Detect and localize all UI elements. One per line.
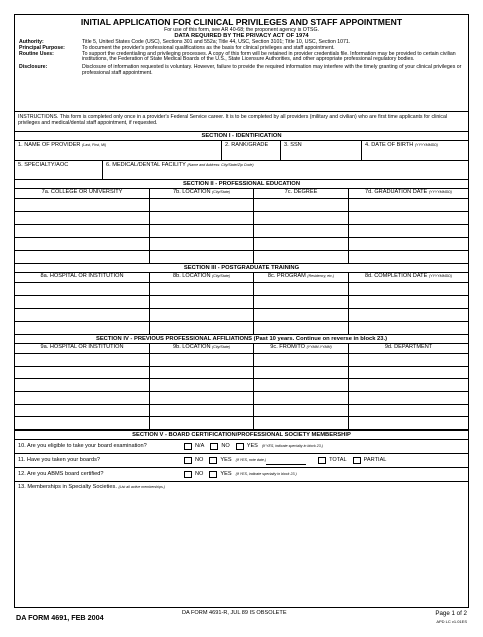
table-row — [15, 199, 468, 212]
instructions-block — [15, 112, 468, 132]
table-row — [15, 309, 468, 322]
table-cell[interactable] — [150, 309, 254, 321]
table-cell[interactable] — [349, 296, 468, 308]
table-cell[interactable] — [150, 225, 254, 237]
form-subtitle: For use of this form, see AR 40-68; the proponent agency is OTSG. — [164, 27, 319, 33]
section-1-row-1 — [15, 141, 468, 161]
col-7d: 7d. GRADUATION DATE (YYYYMMDD) — [365, 189, 452, 195]
provider-name-field[interactable]: 1. NAME OF PROVIDER (Last, First, MI) — [15, 141, 222, 160]
table-cell[interactable] — [150, 296, 254, 308]
question-10-row: 10. Are you eligible to take your board examination? N/A NO YES (If YES, indicate specialty in block 23.) — [15, 440, 468, 454]
question-11-row: 11. Have you taken your boards? NO YES (If YES, note date.) TOTAL PARTIAL — [15, 454, 468, 468]
facility-field[interactable]: 6. MEDICAL/DENTAL FACILITY (Name and Address: City/State/Zip Code) — [106, 162, 254, 168]
table-row — [15, 322, 468, 335]
table-cell[interactable] — [15, 283, 150, 295]
table-cell[interactable] — [349, 354, 468, 366]
table-cell[interactable] — [150, 392, 254, 404]
table-cell[interactable] — [349, 309, 468, 321]
table-row — [15, 354, 468, 367]
table-cell[interactable] — [349, 283, 468, 295]
section-3-header-row — [15, 273, 468, 283]
col-8c: 8c. PROGRAM (Residency, etc.) — [254, 273, 349, 282]
col-8a: 8a. HOSPITAL OR INSTITUTION — [15, 273, 150, 282]
table-cell[interactable] — [150, 322, 254, 334]
table-cell[interactable] — [15, 296, 150, 308]
table-cell[interactable] — [349, 225, 468, 237]
page-number: Page 1 of 2 — [435, 610, 467, 617]
date-of-birth-field[interactable]: 4. DATE OF BIRTH (YYYYMMDD) — [365, 142, 439, 148]
col-9b: 9b. LOCATION (City/State) — [150, 344, 254, 353]
table-cell[interactable] — [254, 225, 349, 237]
table-cell[interactable] — [150, 367, 254, 379]
table-cell[interactable] — [150, 354, 254, 366]
table-cell[interactable] — [349, 367, 468, 379]
table-cell[interactable] — [254, 392, 349, 404]
q10-na-checkbox[interactable] — [184, 443, 192, 450]
table-cell[interactable] — [15, 405, 150, 417]
table-cell[interactable] — [349, 392, 468, 404]
table-cell[interactable] — [15, 379, 150, 391]
table-cell[interactable] — [15, 392, 150, 404]
q12-yes-checkbox[interactable] — [209, 471, 217, 478]
col-9d: 9d. DEPARTMENT — [384, 344, 433, 350]
q11-date-line[interactable] — [266, 457, 306, 465]
question-13-block[interactable]: 13. Memberships in Specialty Societies. (List all active memberships.) — [18, 484, 165, 491]
table-cell[interactable] — [150, 379, 254, 391]
table-row — [15, 225, 468, 238]
table-cell[interactable] — [349, 417, 468, 429]
table-cell[interactable] — [254, 322, 349, 334]
section-2-heading: SECTION II - PROFESSIONAL EDUCATION — [15, 180, 468, 189]
table-cell[interactable] — [254, 251, 349, 263]
table-cell[interactable] — [15, 309, 150, 321]
table-cell[interactable] — [150, 212, 254, 224]
table-row — [15, 379, 468, 392]
table-row — [15, 251, 468, 264]
table-cell[interactable] — [150, 199, 254, 211]
table-cell[interactable] — [254, 283, 349, 295]
privacy-authority: Authority: Title 5, United States Code (USC), Sections 301 and 552a; Title 44, USC, Section 3101; Title 10, USC, Section 1071. — [19, 39, 351, 45]
col-9c: 9c. FROM/TO (YYMM-YYMM) — [254, 344, 349, 353]
table-cell[interactable] — [15, 225, 150, 237]
table-cell[interactable] — [15, 251, 150, 263]
table-cell[interactable] — [15, 212, 150, 224]
table-cell[interactable] — [15, 354, 150, 366]
table-row — [15, 212, 468, 225]
table-row — [15, 283, 468, 296]
table-cell[interactable] — [254, 212, 349, 224]
table-cell[interactable] — [349, 199, 468, 211]
table-cell[interactable] — [254, 417, 349, 429]
section-1-heading: SECTION I - IDENTIFICATION — [15, 132, 468, 141]
form-footer — [14, 610, 469, 630]
table-cell[interactable] — [349, 405, 468, 417]
table-cell[interactable] — [15, 238, 150, 250]
table-row — [15, 417, 468, 430]
section-4-header-row — [15, 344, 468, 354]
table-cell[interactable] — [349, 238, 468, 250]
q11-partial-checkbox[interactable] — [353, 457, 361, 464]
col-8b: 8b. LOCATION (City/State) — [150, 273, 254, 282]
training-rows — [15, 283, 468, 335]
col-7b: 7b. LOCATION (City/State) — [150, 189, 254, 198]
table-row — [15, 296, 468, 309]
table-cell[interactable] — [254, 238, 349, 250]
table-cell[interactable] — [150, 238, 254, 250]
table-cell[interactable] — [349, 379, 468, 391]
table-cell[interactable] — [15, 367, 150, 379]
section-2-header-row — [15, 189, 468, 199]
table-cell[interactable] — [15, 322, 150, 334]
table-cell[interactable] — [15, 417, 150, 429]
col-7c: 7c. DEGREE — [254, 189, 349, 198]
application-form — [14, 14, 469, 608]
section-1-row-2 — [15, 161, 468, 180]
table-cell[interactable] — [349, 322, 468, 334]
q11-no-checkbox[interactable] — [184, 457, 192, 464]
education-rows — [15, 199, 468, 264]
privacy-disclosure: Disclosure: Disclosure of information requested is voluntary. However, failure to provide the required information may interfere with the timely granting of your clinical privileges or professional staff appointment. — [19, 64, 462, 76]
table-cell[interactable] — [150, 417, 254, 429]
version-label: APD LC v1.01ES — [436, 619, 467, 624]
section-4-heading: SECTION IV - PREVIOUS PROFESSIONAL AFFILIATIONS (Past 10 years. Continue on reverse in block 23.) — [15, 335, 468, 344]
table-row — [15, 238, 468, 251]
table-cell[interactable] — [150, 283, 254, 295]
table-cell[interactable] — [150, 405, 254, 417]
table-cell[interactable] — [254, 405, 349, 417]
col-9a: 9a. HOSPITAL OR INSTITUTION — [15, 344, 150, 353]
table-cell[interactable] — [254, 379, 349, 391]
q11-total-checkbox[interactable] — [318, 457, 326, 464]
instructions-text: INSTRUCTIONS. This form is completed only once in a provider's Federal Service career. It is to be completed by all providers (military and civilian) who are first time applicants for clinical privileges and medical/dental staff appointment, if requested. — [18, 114, 448, 126]
table-cell[interactable] — [150, 251, 254, 263]
privacy-routine-uses: Routine Uses: To support the credentialing and privileging processes. A copy of this form will be retained in provider credentials file. Information may be provided to certain civilian institutions, the Federation of State Medical Boards of the U.S., State Licensure Authorities, and other appropriate professional regulatory bodies. — [19, 50, 456, 63]
q10-no-checkbox[interactable] — [210, 443, 218, 450]
affiliation-rows — [15, 354, 468, 430]
section-5-heading: SECTION V - BOARD CERTIFICATION/PROFESSIONAL SOCIETY MEMBERSHIP — [15, 430, 468, 440]
col-8d: 8d. COMPLETION DATE (YYYYMMDD) — [364, 273, 453, 279]
table-cell[interactable] — [254, 309, 349, 321]
privacy-purpose: Principal Purpose: To document the provider's professional qualifications as the basis for clinical privileges and staff appointment. — [19, 44, 335, 51]
table-cell[interactable] — [15, 199, 150, 211]
table-cell[interactable] — [254, 354, 349, 366]
table-cell[interactable] — [254, 296, 349, 308]
section-3-heading: SECTION III - POSTGRADUATE TRAINING — [15, 264, 468, 273]
form-id: DA FORM 4691, FEB 2004 — [16, 613, 104, 622]
form-title: INITIAL APPLICATION FOR CLINICAL PRIVILEGES AND STAFF APPOINTMENT — [80, 17, 403, 27]
col-7a: 7a. COLLEGE OR UNIVERSITY — [15, 189, 150, 198]
table-cell[interactable] — [254, 367, 349, 379]
table-cell[interactable] — [349, 251, 468, 263]
table-cell[interactable] — [254, 199, 349, 211]
table-row — [15, 367, 468, 380]
table-row — [15, 405, 468, 418]
specialty-aoc-field[interactable]: 5. SPECIALTY/AOC — [15, 161, 103, 179]
privacy-heading: DATA REQUIRED BY THE PRIVACY ACT OF 1974 — [174, 33, 309, 39]
question-12-row: 12. Are you ABMS board certified? NO YES (If YES, indicate specialty in block 23.) — [15, 468, 468, 482]
table-row — [15, 392, 468, 405]
obsolete-notice: DA FORM 4691-R, JUL 89 IS OBSOLETE — [182, 610, 287, 616]
table-cell[interactable] — [349, 212, 468, 224]
q11-yes-checkbox[interactable] — [209, 457, 217, 464]
ssn-field[interactable]: 3. SSN — [281, 141, 362, 160]
q10-yes-checkbox[interactable] — [236, 443, 244, 450]
q12-no-checkbox[interactable] — [184, 471, 192, 478]
rank-grade-field[interactable]: 2. RANK/GRADE — [222, 141, 281, 160]
title-block — [15, 15, 468, 112]
